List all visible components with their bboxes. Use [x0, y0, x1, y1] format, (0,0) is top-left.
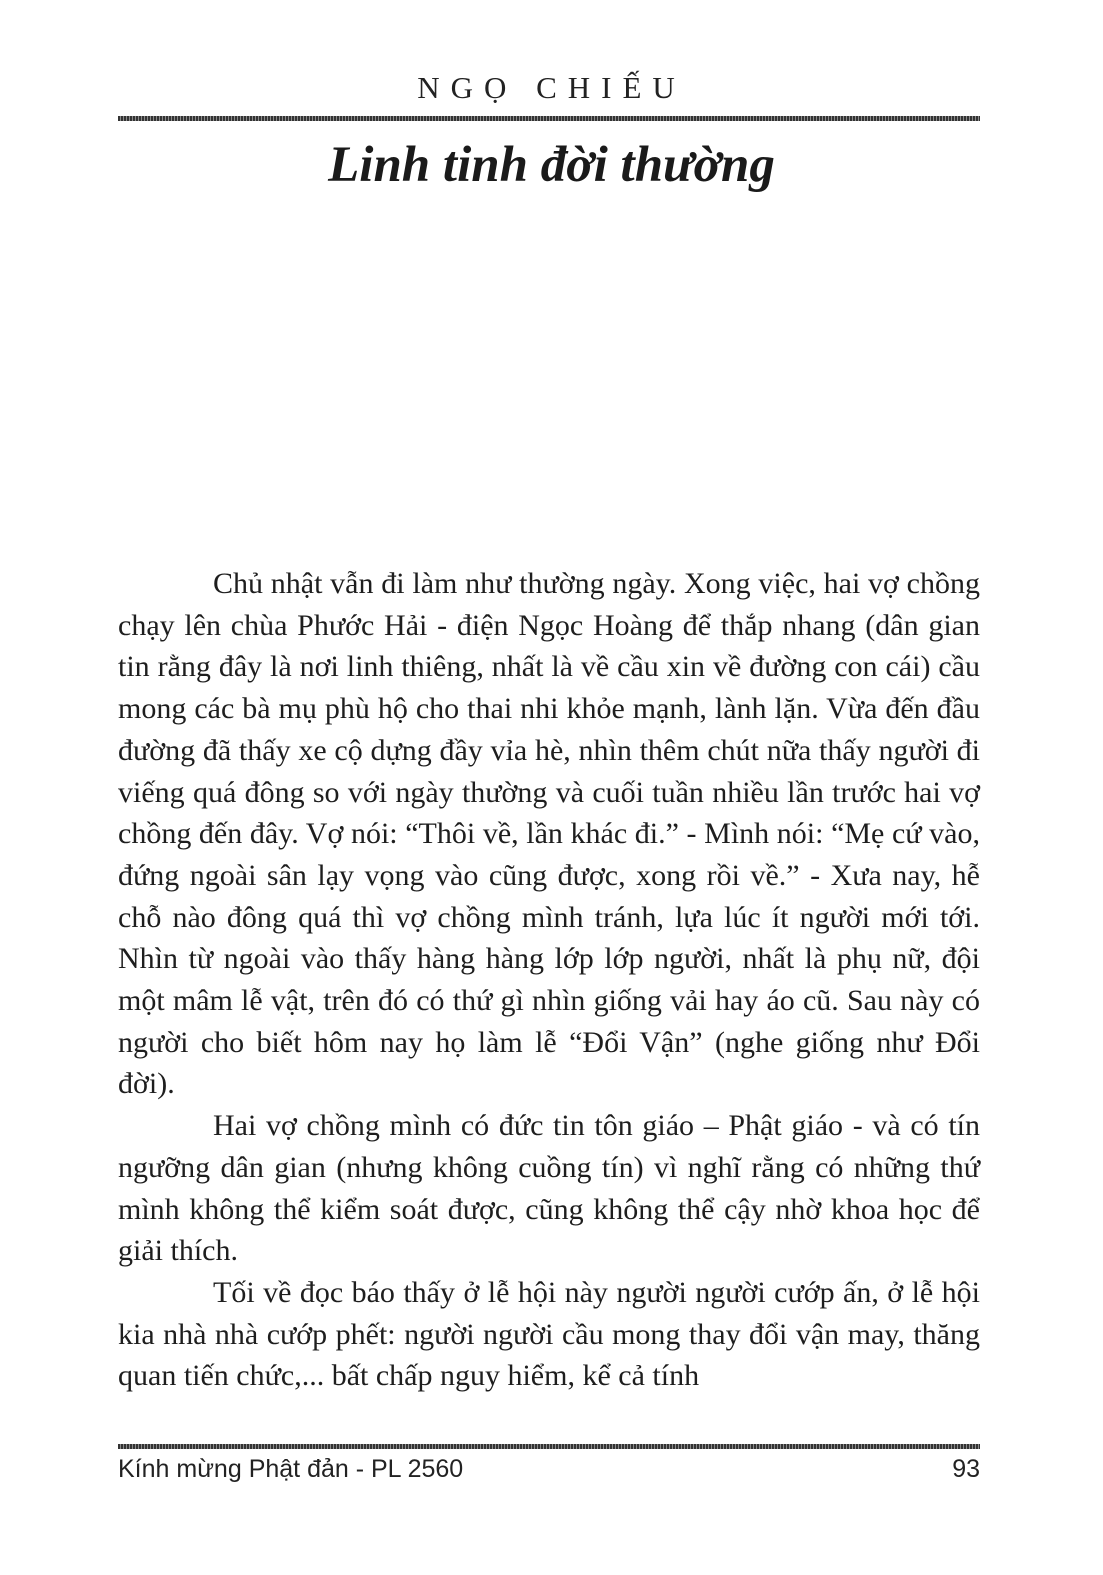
footer-divider [118, 1444, 980, 1449]
article-title: Linh tinh đời thường [328, 137, 775, 193]
paragraph-2: Hai vợ chồng mình có đức tin tôn giáo – Phật giáo - và có tín ngưỡng dân gian (nhưng không cuồng tín) vì nghĩ rằng có những thứ mình không thể kiểm soát được, cũng không thể cậy nhờ khoa học để giải thích. [118, 1109, 980, 1268]
page-number: 93 [952, 1455, 980, 1483]
paragraph-1: Chủ nhật vẫn đi làm như thường ngày. Xong việc, hai vợ chồng chạy lên chùa Phước Hải - điện Ngọc Hoàng để thắp nhang (dân gian tin rằng đây là nơi linh thiêng, nhất là về cầu xin về đường con cái) cầu mong các bà mụ phù hộ cho thai nhi khỏe mạnh, lành lặn. Vừa đến đầu đường đã thấy xe cộ dựng đầy vỉa hè, nhìn thêm chút nữa thấy người đi viếng quá đông so với ngày thường và cuối tuần nhiều lần trước hai vợ chồng đến đây. Vợ nói: “Thôi về, lần khác đi.” - Mình nói: “Mẹ cứ vào, đứng ngoài sân lạy vọng vào cũng được, xong rồi về.” - Xưa nay, hễ chỗ nào đông quá thì vợ chồng mình tránh, lựa lúc ít người mới tới. Nhìn từ ngoài vào thấy hàng hàng lớp lớp người, nhất là phụ nữ, đội một mâm lễ vật, trên đó có thứ gì nhìn giống vải hay áo cũ. Sau này có người cho biết hôm nay họ làm lễ “Đổi Vận” (nghe giống như Đổi đời). [118, 567, 980, 1101]
paragraph-3: Tối về đọc báo thấy ở lễ hội này người người cướp ấn, ở lễ hội kia nhà nhà cướp phết: người người cầu mong thay đổi vận may, thăng quan tiến chức,... bất chấp nguy hiểm, kể cả tính [118, 1275, 980, 1393]
author-name: NGỌ CHIẾU [417, 70, 686, 105]
article-body [118, 563, 980, 1397]
header-divider [118, 116, 980, 121]
publication-name: Kính mừng Phật đản - PL 2560 [118, 1455, 464, 1483]
